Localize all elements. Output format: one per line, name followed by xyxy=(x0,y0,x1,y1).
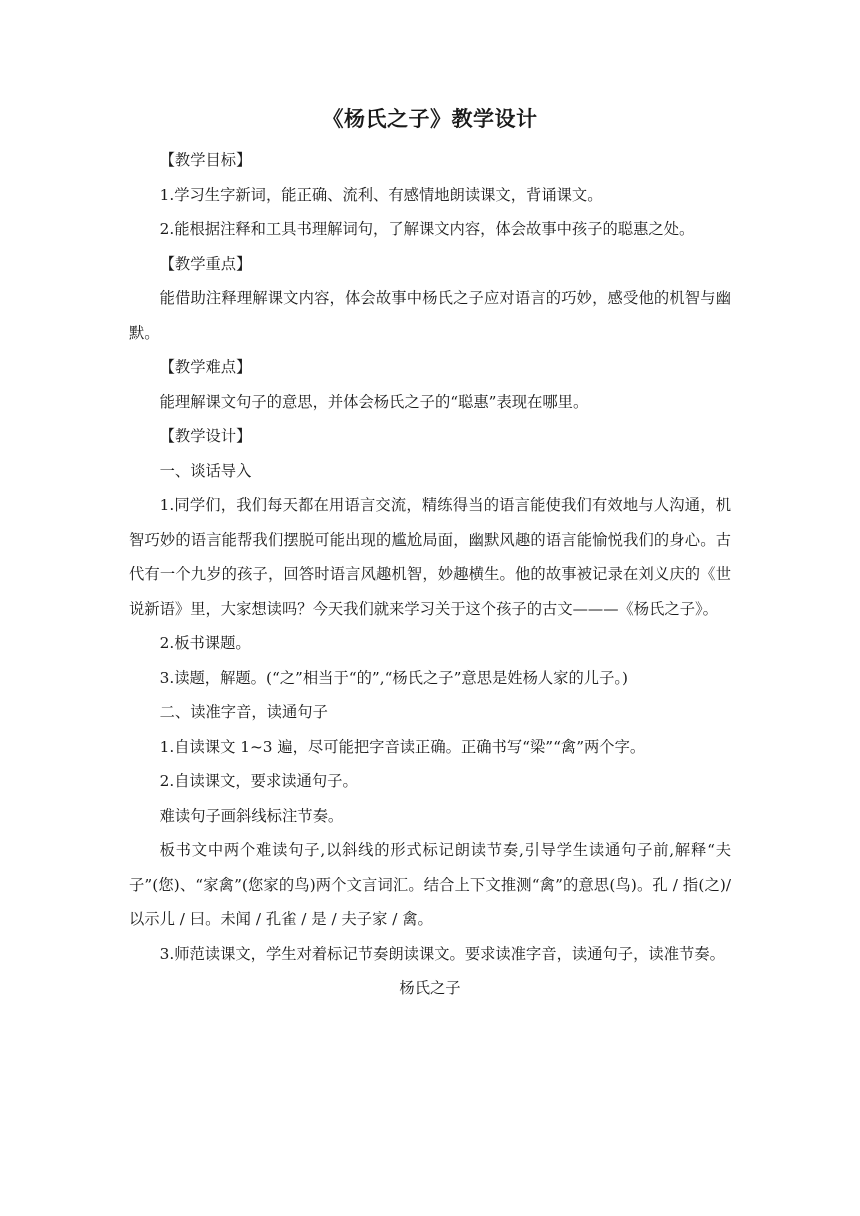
section-heading-objectives: 【教学目标】 xyxy=(159,151,252,169)
document-title: 《杨氏之子》教学设计 xyxy=(322,107,538,131)
centered-caption: 杨氏之子 xyxy=(399,979,461,997)
paragraph: 1.学习生字新词，能正确、流利、有感情地朗读课文，背诵课文。 xyxy=(159,185,603,204)
paragraph: 1.自读课文 1~3 遍，尽可能把字音读正确。正确书写“梁”“禽”两个字。 xyxy=(159,737,646,756)
section-heading-design: 【教学设计】 xyxy=(159,427,252,445)
section-heading-difficulties: 【教学难点】 xyxy=(159,358,252,376)
paragraph: 1.同学们，我们每天都在用语言交流，精练得当的语言能使我们有效地与人沟通，机智巧妙的语言能帮我们摆脱可能出现的尴尬局面，幽默风趣的语言能愉悦我们的身心。古代有一个九岁的孩子，回答时语言风趣机智，妙趣横生。他的故事被记录在刘义庆的《世说新语》里，大家想读吗？今天我们就来学习关于这个孩子的古文———《杨氏之子》。 xyxy=(129,496,731,618)
paragraph: 3.读题，解题。(“之”相当于“的”,“杨氏之子”意思是姓杨人家的儿子。) xyxy=(159,668,628,687)
document-body xyxy=(129,143,731,1006)
paragraph: 能理解课文句子的意思，并体会杨氏之子的“聪惠”表现在哪里。 xyxy=(159,392,589,411)
paragraph: 3.师范读课文，学生对着标记节奏朗读课文。要求读准字音，读通句子，读准节奏。 xyxy=(159,944,725,963)
paragraph: 2.能根据注释和工具书理解词句，了解课文内容，体会故事中孩子的聪惠之处。 xyxy=(159,220,695,238)
paragraph: 板书文中两个难读句子,以斜线的形式标记朗读节奏,引导学生读通句子前,解释“夫子”(您)、“家禽”(您家的鸟)两个文言词汇。结合上下文推测“禽”的意思(鸟)。孔 / 指(之)/ 以示儿 / 曰。未闻 / 孔雀 / 是 / 夫子家 / 禽。 xyxy=(129,841,731,928)
paragraph: 2.板书课题。 xyxy=(159,634,251,652)
subsection-heading: 二、读准字音，读通句子 xyxy=(159,703,328,721)
paragraph: 能借助注释理解课文内容，体会故事中杨氏之子应对语言的巧妙，感受他的机智与幽默。 xyxy=(129,289,731,342)
paragraph: 2.自读课文，要求读通句子。 xyxy=(159,772,358,790)
section-heading-key-points: 【教学重点】 xyxy=(159,254,252,273)
paragraph: 难读句子画斜线标注节奏。 xyxy=(159,806,344,825)
subsection-heading: 一、谈话导入 xyxy=(159,461,252,480)
